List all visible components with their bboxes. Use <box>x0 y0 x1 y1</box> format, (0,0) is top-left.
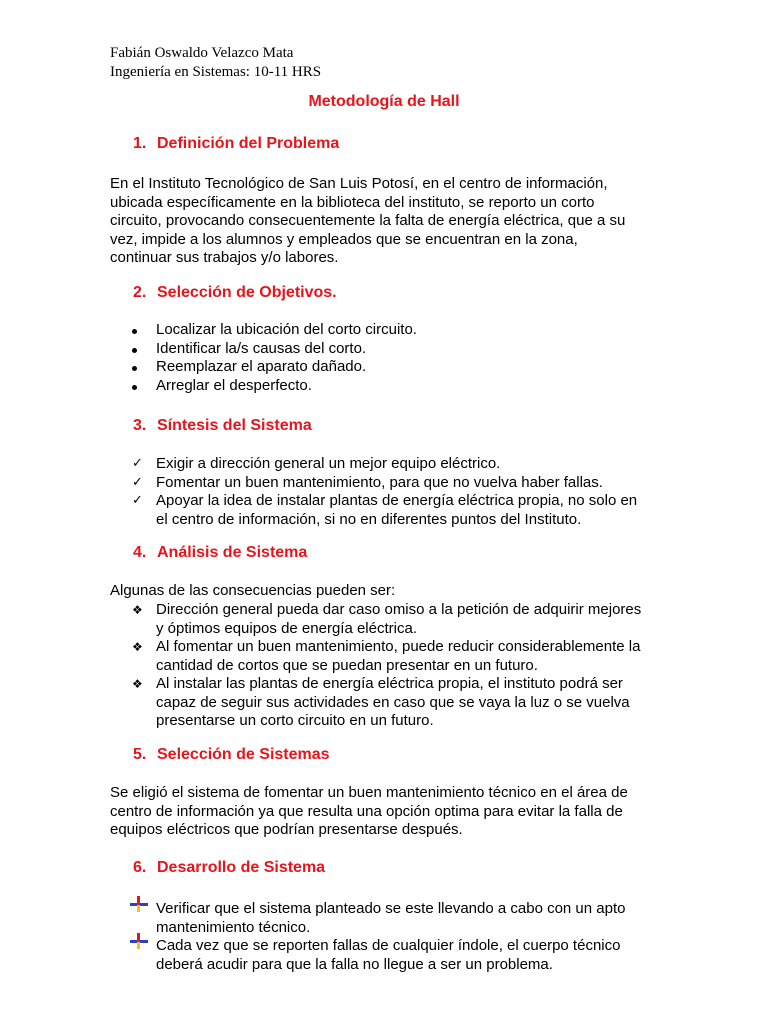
author-name: Fabián Oswaldo Velazco Mata <box>110 45 294 61</box>
section-number: 5. <box>133 746 147 763</box>
section-heading-2 <box>133 284 337 302</box>
section-heading-text: Análisis de Sistema <box>157 544 308 561</box>
list-item-line: Al fomentar un buen mantenimiento, puede reducir considerablemente la <box>156 638 641 655</box>
section-2-list <box>132 321 672 395</box>
list-item <box>132 937 672 974</box>
bullet-dot-icon <box>132 340 152 359</box>
paragraph-line: Se eligió el sistema de fomentar un buen mantenimiento técnico en el área de <box>110 784 628 801</box>
list-item <box>132 675 672 731</box>
list-item-line: Identificar la/s causas del corto. <box>156 339 367 357</box>
list-item-line: capaz de seguir sus actividades en caso que se vaya la luz o se vuelva <box>156 693 630 711</box>
section-heading-text: Definición del Problema <box>157 135 340 152</box>
paragraph-line: centro de información ya que resulta una opción optima para evitar la falla de <box>110 802 623 820</box>
section-number: 3. <box>133 417 147 434</box>
list-item-line: el centro de información, si no en diferentes puntos del Instituto. <box>156 510 582 528</box>
paragraph-line: Algunas de las consecuencias pueden ser: <box>110 582 396 599</box>
list-item <box>132 492 672 529</box>
bullet-dot-icon <box>132 377 152 396</box>
list-item <box>132 377 672 396</box>
section-heading-text: Selección de Objetivos. <box>157 284 337 301</box>
paragraph-line: equipos eléctricos que podrían presentarse después. <box>110 821 463 838</box>
list-item-line: Arreglar el desperfecto. <box>156 376 312 394</box>
section-heading-text: Selección de Sistemas <box>157 746 330 763</box>
list-item-line: Verificar que el sistema planteado se este llevando a cabo con un apto <box>156 900 626 917</box>
list-item-line: Cada vez que se reporten fallas de cualquier índole, el cuerpo técnico <box>156 937 621 954</box>
checkmark-icon: ✓ <box>132 474 143 490</box>
section-heading-text: Desarrollo de Sistema <box>157 859 326 876</box>
section-heading-text: Síntesis del Sistema <box>157 417 312 434</box>
list-item <box>132 358 672 377</box>
list-item <box>132 455 672 474</box>
author-course: Ingeniería en Sistemas: 10-11 HRS <box>110 64 322 80</box>
bullet-dot-icon <box>132 321 152 340</box>
list-item-line: Al instalar las plantas de energía eléctrica propia, el instituto podrá ser <box>156 675 623 692</box>
list-item-line: cantidad de cortos que se puedan presentar en un futuro. <box>156 656 538 674</box>
paragraph-line: En el Instituto Tecnológico de San Luis Potosí, en el centro de información, <box>110 175 608 192</box>
list-item-line: mantenimiento técnico. <box>156 918 311 936</box>
section-heading-3 <box>133 417 312 435</box>
document-title: Metodología de Hall <box>308 93 460 110</box>
section-5-paragraph <box>110 784 660 840</box>
four-diamond-icon: ❖ <box>132 603 143 617</box>
checkmark-icon: ✓ <box>132 456 143 471</box>
section-1-paragraph <box>110 175 660 268</box>
section-number: 1. <box>133 135 147 152</box>
list-item-line: Localizar la ubicación del corto circuito. <box>156 321 417 338</box>
section-heading-4 <box>133 544 307 562</box>
list-item <box>132 900 672 937</box>
list-item-line: Exigir a dirección general un mejor equipo eléctrico. <box>156 455 501 472</box>
section-6-list <box>132 900 672 974</box>
paragraph-line: ubicada específicamente en la biblioteca del instituto, se reporto un corto <box>110 193 595 211</box>
section-number: 4. <box>133 544 147 561</box>
list-item <box>132 340 672 359</box>
list-item-line: Reemplazar el aparato dañado. <box>156 358 367 375</box>
list-item <box>132 321 672 340</box>
section-3-list <box>132 455 672 529</box>
list-item-line: presentarse un corto circuito en un futuro. <box>156 712 434 729</box>
section-4-list <box>132 601 672 731</box>
paragraph-line: circuito, provocando consecuentemente la falta de energía eléctrica, que a su <box>110 212 626 229</box>
list-item-line: Fomentar un buen mantenimiento, para que no vuelva haber fallas. <box>156 473 603 491</box>
section-number: 2. <box>133 284 147 301</box>
paragraph-line: continuar sus trabajos y/o labores. <box>110 249 339 266</box>
list-item <box>132 601 672 638</box>
author-block <box>110 44 321 82</box>
checkmark-icon: ✓ <box>132 493 143 508</box>
section-heading-6 <box>133 859 325 877</box>
list-item-line: Apoyar la idea de instalar plantas de energía eléctrica propia, no solo en <box>156 492 638 509</box>
section-heading-1 <box>133 135 339 153</box>
paragraph-line: vez, impide a los alumnos y empleados que se encuentran en la zona, <box>110 230 578 248</box>
list-item <box>132 474 672 493</box>
section-4-intro <box>110 582 660 601</box>
list-item <box>132 638 672 675</box>
list-item-line: deberá acudir para que la falla no llegue a ser un problema. <box>156 955 553 973</box>
bullet-dot-icon <box>132 358 152 377</box>
list-item-line: y óptimos equipos de energía eléctrica. <box>156 619 417 637</box>
four-diamond-icon: ❖ <box>132 640 143 654</box>
section-number: 6. <box>133 859 147 876</box>
list-item-line: Dirección general pueda dar caso omiso a la petición de adquirir mejores <box>156 601 642 618</box>
section-heading-5 <box>133 746 330 764</box>
four-diamond-icon: ❖ <box>132 677 143 691</box>
